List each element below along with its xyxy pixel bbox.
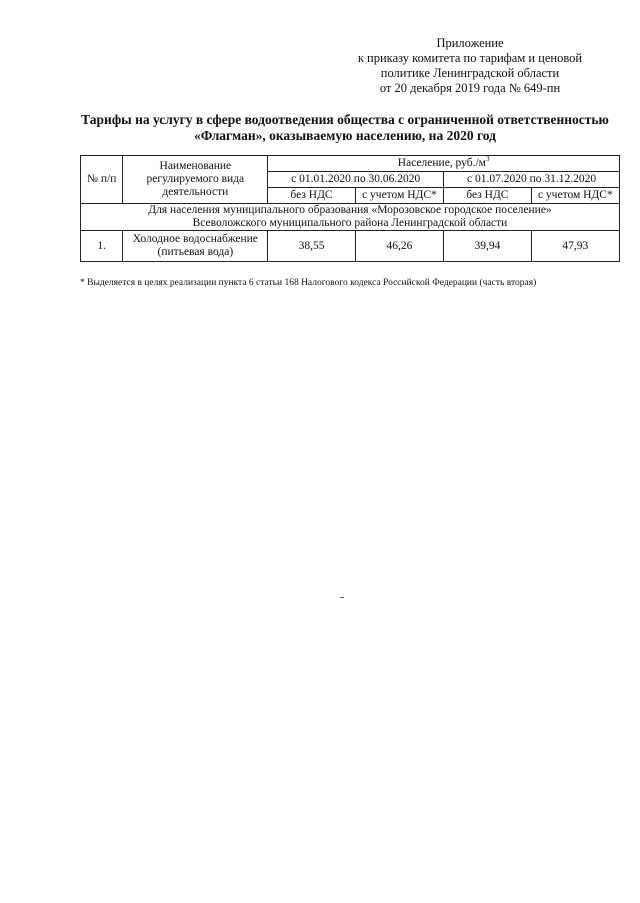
row-p1-no-vat: 38,55 bbox=[268, 231, 356, 262]
appendix-date-line: от 20 декабря 2019 года № 649-пн bbox=[379, 81, 561, 95]
row-num: 1. bbox=[81, 231, 123, 262]
scan-speck bbox=[340, 597, 344, 598]
header-activity-name-line-2: регулируемого вида bbox=[146, 173, 245, 185]
row-p2-with-vat: 47,93 bbox=[531, 231, 619, 262]
appendix-committee-line: политике Ленинградской области bbox=[380, 66, 560, 80]
header-p2-with-vat: с учетом НДС* bbox=[531, 188, 619, 204]
appendix-title: Приложение bbox=[436, 36, 504, 50]
appendix-header bbox=[330, 36, 610, 96]
row-activity-name-line-2: (питьевая вода) bbox=[157, 246, 234, 258]
header-period-2: с 01.07.2020 по 31.12.2020 bbox=[444, 172, 620, 188]
table-group-row bbox=[81, 204, 620, 231]
header-period-1: с 01.01.2020 по 30.06.2020 bbox=[268, 172, 444, 188]
group-municipality-line-2: Всеволожского муниципального района Ленинградской области bbox=[192, 217, 508, 229]
document-title-line-1: Тарифы на услугу в сфере водоотведения общества с ограниченной ответственностью bbox=[81, 112, 609, 127]
header-population-text: Население, руб./м bbox=[397, 157, 486, 169]
row-p1-with-vat: 46,26 bbox=[355, 231, 443, 262]
row-activity-name-line-1: Холодное водоснабжение bbox=[132, 233, 258, 245]
row-p2-no-vat: 39,94 bbox=[444, 231, 532, 262]
document-title-line-2: «Флагман», оказываемую населению, на 2020 год bbox=[194, 128, 496, 143]
table-header-row-1 bbox=[81, 156, 620, 172]
tariff-table bbox=[80, 155, 620, 262]
header-activity-name-line-1: Наименование bbox=[159, 160, 232, 172]
vat-footnote: * Выделяется в целях реализации пункта 6 статьи 168 Налогового кодекса Российской Федерации (часть вторая) bbox=[80, 278, 537, 288]
appendix-order-line: к приказу комитета по тарифам и ценовой bbox=[357, 51, 583, 65]
header-num: № п/п bbox=[81, 156, 123, 204]
header-population-unit-superscript: 3 bbox=[485, 155, 490, 164]
document-title bbox=[60, 112, 630, 144]
header-activity-name-line-3: деятельности bbox=[162, 186, 229, 198]
table-row bbox=[81, 231, 620, 262]
group-municipality-line-1: Для населения муниципального образования «Морозовское городское поселение» bbox=[148, 204, 552, 216]
header-p1-with-vat: с учетом НДС* bbox=[355, 188, 443, 204]
header-activity-name bbox=[123, 156, 268, 204]
header-population bbox=[268, 156, 620, 172]
header-p1-no-vat: без НДС bbox=[268, 188, 356, 204]
row-activity-name bbox=[123, 231, 268, 262]
header-p2-no-vat: без НДС bbox=[444, 188, 532, 204]
group-municipality bbox=[81, 204, 620, 231]
